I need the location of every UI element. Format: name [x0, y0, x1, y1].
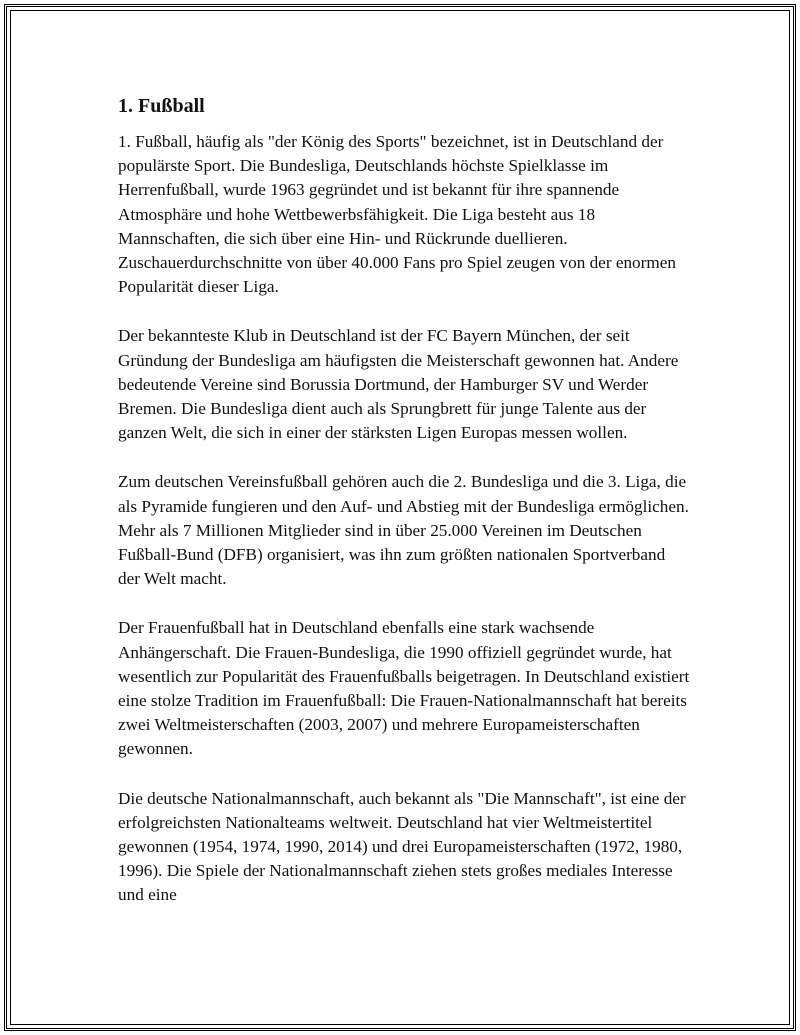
paragraph-leagues: Zum deutschen Vereinsfußball gehören auch die 2. Bundesliga und die 3. Liga, die als Pyramide fungieren und den Auf- und Abstieg mit der Bundesliga ermöglichen. Mehr als 7 Millionen Mitglieder sind in über 25.000 Vereinen im Deutschen Fußball-Bund (DFB) organisiert, was ihn zum größten nationalen Sportverband der Welt macht.: [118, 472, 689, 589]
paragraph-national-team: Die deutsche Nationalmannschaft, auch bekannt als "Die Mannschaft", ist eine der erfolgreichsten Nationalteams weltweit. Deutschland hat vier Weltmeistertitel gewonnen (1954, 1974, 1990, 2014) und drei Europameisterschaften (1972, 1980, 1996). Die Spiele der Nationalmannschaft ziehen stets großes mediales Interesse und eine: [118, 788, 686, 905]
paragraph-womens-football: Der Frauenfußball hat in Deutschland ebenfalls eine stark wachsende Anhängerschaft. Die Frauen-Bundesliga, die 1990 offiziell gegründet wurde, hat wesentlich zur Popularität des Frauenfußballs beigetragen. In Deutschland existiert eine stolze Tradition im Frauenfußball: Die Frauen-Nationalmannschaft hat bereits zwei Weltmeisterschaften (2003, 2007) und mehrere Europameisterschaften gewonnen.: [118, 618, 690, 759]
paragraph-clubs: Der bekannteste Klub in Deutschland ist der FC Bayern München, der seit Gründung der Bundesliga am häufigsten die Meisterschaft gewonnen hat. Andere bedeutende Vereine sind Borussia Dortmund, der Hamburger SV und Werder Bremen. Die Bundesliga dient auch als Sprungbrett für junge Talente aus der ganzen Welt, die sich in einer der stärksten Ligen Europas messen wollen.: [118, 326, 679, 443]
document-body: [118, 92, 690, 933]
section-heading: 1. Fußball: [118, 95, 205, 117]
paragraph-intro: 1. Fußball, häufig als "der König des Sports" bezeichnet, ist in Deutschland der populärste Sport. Die Bundesliga, Deutschlands höchste Spielklasse im Herrenfußball, wurde 1963 gegründet und ist bekannt für ihre spannende Atmosphäre und hohe Wettbewerbsfähigkeit. Die Liga besteht aus 18 Mannschaften, die sich über eine Hin- und Rückrunde duellieren. Zuschauerdurchschnitte von über 40.000 Fans pro Spiel zeugen von der enormen Popularität dieser Liga.: [118, 132, 676, 297]
